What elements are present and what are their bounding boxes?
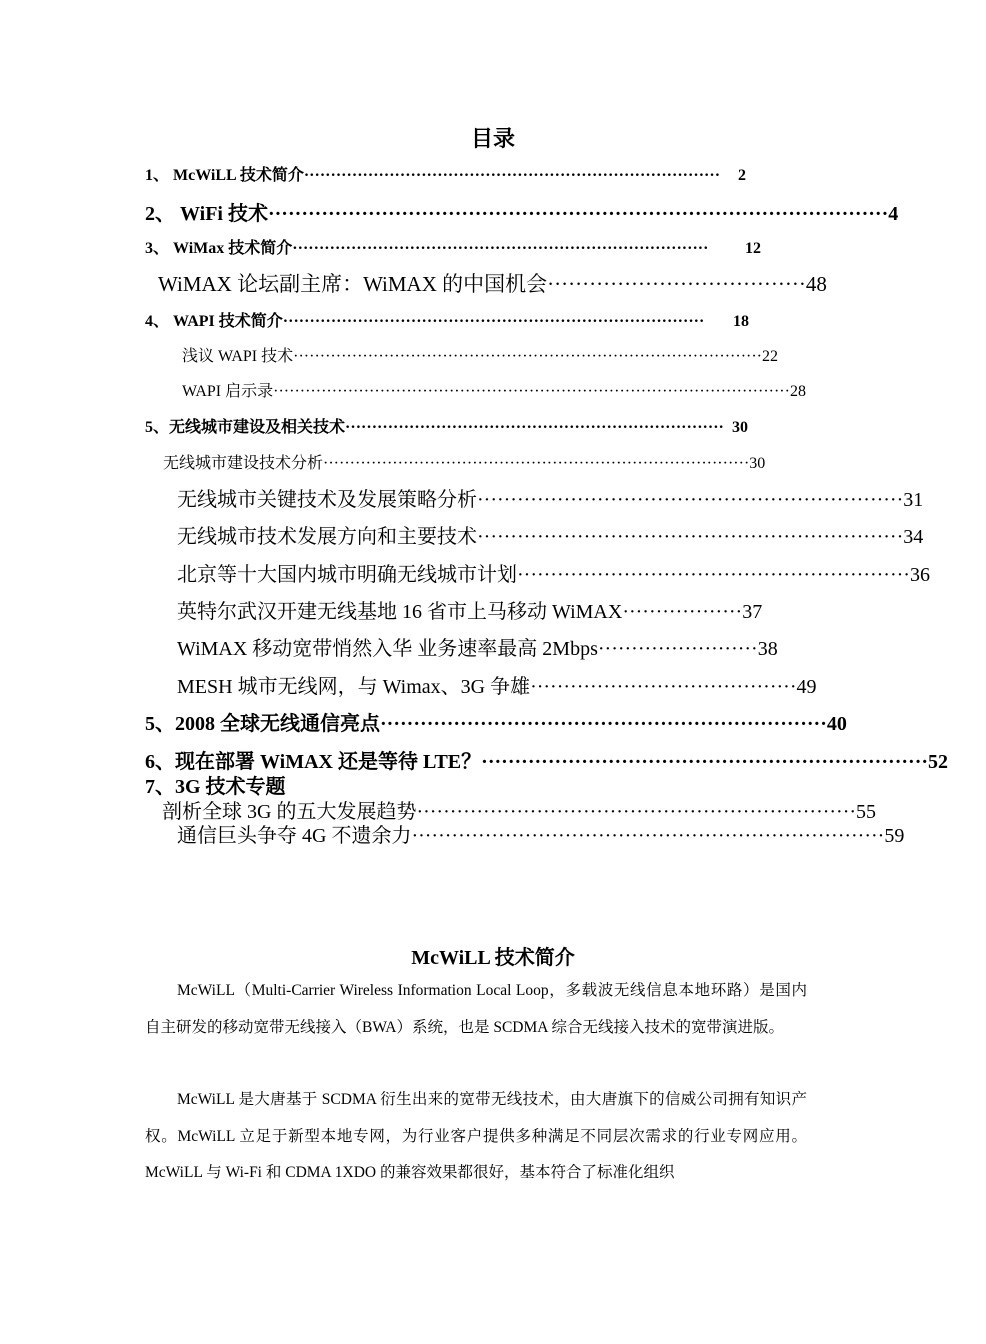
- toc-page-number: 18: [733, 313, 749, 330]
- toc-entry-label: MESH 城市无线网，与 Wimax、3G 争雄: [177, 676, 531, 698]
- toc-page-number: 22: [762, 348, 778, 365]
- toc-entry-label: WiMAX 论坛副主席：WiMAX 的中国机会: [158, 272, 548, 296]
- toc-entry[interactable]: [177, 520, 924, 549]
- toc-page-number: 31: [903, 489, 924, 511]
- toc-leader-dots: ···············································································: [282, 313, 705, 330]
- toc-entry-label: 无线城市关键技术及发展策略分析: [177, 489, 477, 511]
- toc-entry[interactable]: [182, 343, 778, 366]
- toc-page-number: 12: [745, 240, 761, 257]
- body-paragraph: McWiLL 是大唐基于 SCDMA 衍生出来的宽带无线技术，由大唐旗下的信威公司拥有知识产权。McWiLL 立足于新型本地专网，为行业客户提供多种满足不同层次需求的行业专网应用。McWiLL 与 Wi-Fi 和 CDMA 1XDO 的兼容效果都很好，基本符合了标准化组织: [145, 1091, 807, 1181]
- toc-title: 目录: [470, 126, 515, 151]
- toc-page-number: 49: [796, 676, 817, 698]
- toc-entry-label: 5、无线城市建设及相关技术: [145, 419, 346, 436]
- toc-entry-label: 1、 McWiLL 技术简介: [145, 167, 304, 184]
- toc-leader-dots: ···································································: [481, 751, 929, 773]
- toc-leader-dots: ································································: [477, 489, 904, 511]
- toc-entry-label: 无线城市技术发展方向和主要技术: [177, 526, 477, 548]
- toc-page-number: 30: [749, 455, 766, 472]
- toc-entry-label: 无线城市建设技术分析: [163, 455, 324, 472]
- toc-entry[interactable]: [145, 707, 847, 736]
- toc-entry-label: 北京等十大国内城市明确无线城市计划: [177, 564, 517, 586]
- toc-leader-dots: ···································································: [380, 713, 827, 735]
- toc-page-number: 59: [884, 825, 905, 847]
- toc-leader-dots: ···························································: [517, 564, 910, 586]
- toc-leader-dots: ·································································································: [273, 383, 790, 400]
- section-title: McWiLL 技术简介: [411, 947, 575, 969]
- toc-entry[interactable]: [177, 483, 924, 512]
- toc-page-number: 48: [805, 272, 827, 296]
- toc-leader-dots: ························································································: [293, 348, 762, 365]
- toc-page-number: 4: [888, 203, 899, 225]
- toc-entry-label: WiMAX 移动宽带悄然入华 业务速率最高 2Mbps: [177, 638, 598, 660]
- toc-leader-dots: ··················: [622, 601, 743, 623]
- toc-page-number: 52: [928, 751, 949, 773]
- toc-page-number: 2: [738, 167, 746, 184]
- toc-entry-label: 4、 WAPI 技术简介: [145, 313, 283, 330]
- toc-leader-dots: ··············································································: [292, 240, 709, 257]
- toc-leader-dots: ··············································································: [303, 167, 721, 184]
- toc-entry[interactable]: [177, 819, 905, 848]
- toc-leader-dots: ································································: [477, 526, 904, 548]
- toc-entry[interactable]: [163, 450, 766, 473]
- toc-leader-dots: ················································································: [323, 455, 750, 472]
- toc-entry-label: 英特尔武汉开建无线基地 16 省市上马移动 WiMAX: [177, 601, 623, 623]
- toc-entry[interactable]: [145, 162, 746, 185]
- toc-leader-dots: ·····························································································: [267, 203, 889, 225]
- toc-leader-dots: ························: [597, 638, 758, 660]
- toc-entry[interactable]: [145, 414, 748, 437]
- toc-page-number: 38: [757, 638, 778, 660]
- toc-entry[interactable]: [145, 308, 749, 331]
- toc-entry[interactable]: [145, 235, 761, 258]
- toc-entry-label: 3、 WiMax 技术简介: [145, 240, 293, 257]
- toc-entry-label: 5、2008 全球无线通信亮点: [145, 713, 380, 735]
- toc-entry-label: 2、 WiFi 技术: [145, 203, 268, 225]
- toc-leader-dots: ··································································: [416, 801, 857, 823]
- toc-page-number: 37: [742, 601, 763, 623]
- toc-entry-label: 通信巨头争夺 4G 不遗余力: [177, 825, 412, 847]
- toc-entry-label: 6、现在部署 WiMAX 还是等待 LTE？: [145, 751, 482, 773]
- toc-page-number: 28: [789, 383, 806, 400]
- toc-page-number: 55: [856, 801, 877, 823]
- body-paragraph: McWiLL（Multi-Carrier Wireless Information Local Loop，多载波无线信息本地环路）是国内自主研发的移动宽带无线接入（BWA）系统，也是 SCDMA 综合无线接入技术的宽带演进版。: [145, 982, 807, 1036]
- toc-entry[interactable]: [177, 632, 778, 661]
- toc-entry[interactable]: [177, 670, 817, 699]
- toc-leader-dots: ·····································: [547, 272, 806, 296]
- toc-leader-dots: ·······································································: [345, 419, 724, 436]
- toc-page-number: 30: [732, 419, 748, 436]
- toc-page-number: 40: [826, 713, 847, 735]
- toc-entry[interactable]: [158, 268, 827, 298]
- toc-entry[interactable]: [177, 558, 930, 587]
- toc-entry-label: 浅议 WAPI 技术: [182, 348, 294, 365]
- toc-entry[interactable]: [182, 378, 806, 401]
- toc-entry-label: WAPI 启示录: [182, 383, 274, 400]
- toc-leader-dots: ········································: [530, 676, 797, 698]
- toc-entry[interactable]: [177, 595, 762, 624]
- toc-entry-label: 剖析全球 3G 的五大发展趋势: [162, 801, 417, 823]
- toc-page-number: 34: [903, 526, 924, 548]
- toc-page-number: 36: [909, 564, 930, 586]
- toc-entry-label: 7、3G 技术专题: [145, 776, 286, 798]
- toc-leader-dots: ·······································································: [411, 825, 885, 847]
- toc-entry[interactable]: [145, 197, 899, 226]
